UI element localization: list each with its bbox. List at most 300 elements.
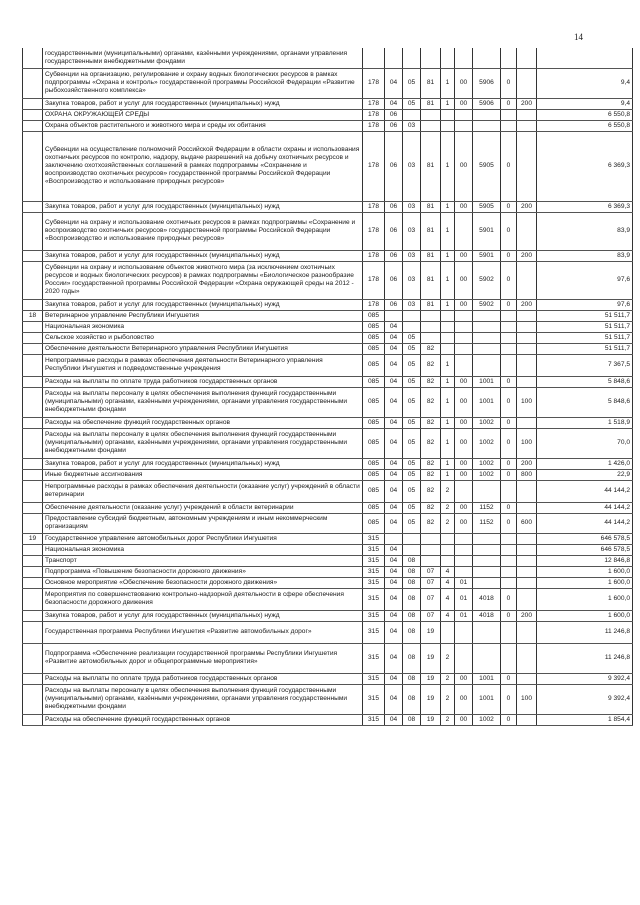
subsection-code [403, 321, 421, 332]
row-amount: 1 600,0 [537, 610, 633, 621]
subsection-code: 05 [403, 502, 421, 513]
subprogram-code [441, 310, 455, 321]
event-code: 00 [455, 387, 473, 417]
subprogram-code: 2 [441, 714, 455, 725]
row-amount: 51 511,7 [537, 321, 633, 332]
table-row [23, 68, 633, 98]
row-number [23, 98, 43, 109]
ministry-code: 085 [363, 417, 385, 428]
expense-type-code: 800 [517, 469, 537, 480]
program-code: 81 [421, 68, 441, 98]
direction-code: 4018 [473, 588, 501, 610]
subprogram-code [441, 48, 455, 68]
section-code: 04 [385, 343, 403, 354]
program-code: 19 [421, 684, 441, 714]
subsection-code: 05 [403, 513, 421, 533]
row-number [23, 673, 43, 684]
budget-table-body [23, 48, 633, 725]
subprogram-code: 2 [441, 502, 455, 513]
extra-code: 0 [501, 513, 517, 533]
row-amount: 97,6 [537, 261, 633, 299]
event-code: 01 [455, 588, 473, 610]
section-code: 04 [385, 354, 403, 376]
expense-type-code: 200 [517, 250, 537, 261]
expense-type-code [517, 120, 537, 131]
row-amount: 12 846,8 [537, 555, 633, 566]
event-code [455, 533, 473, 544]
event-code [455, 643, 473, 673]
ministry-code: 315 [363, 673, 385, 684]
ministry-code: 178 [363, 212, 385, 250]
row-amount: 5 848,6 [537, 376, 633, 387]
extra-code: 0 [501, 428, 517, 458]
row-number [23, 332, 43, 343]
event-code [455, 343, 473, 354]
expense-type-code [517, 332, 537, 343]
table-row [23, 299, 633, 310]
extra-code [501, 332, 517, 343]
extra-code: 0 [501, 417, 517, 428]
event-code: 00 [455, 98, 473, 109]
ministry-code: 178 [363, 261, 385, 299]
expense-type-code [517, 673, 537, 684]
subprogram-code [441, 621, 455, 643]
row-number [23, 417, 43, 428]
section-code [385, 310, 403, 321]
subprogram-code: 1 [441, 131, 455, 201]
program-code: 81 [421, 131, 441, 201]
row-number [23, 48, 43, 68]
program-code: 82 [421, 428, 441, 458]
event-code: 00 [455, 299, 473, 310]
subsection-code: 08 [403, 684, 421, 714]
row-number [23, 588, 43, 610]
section-code: 04 [385, 684, 403, 714]
table-row [23, 673, 633, 684]
program-code: 81 [421, 98, 441, 109]
subprogram-code: 1 [441, 458, 455, 469]
direction-code [473, 109, 501, 120]
expense-type-code [517, 131, 537, 201]
row-amount: 70,0 [537, 428, 633, 458]
subsection-code: 05 [403, 98, 421, 109]
subsection-code: 03 [403, 201, 421, 212]
direction-code: 1152 [473, 513, 501, 533]
subsection-code: 08 [403, 555, 421, 566]
subsection-code: 03 [403, 250, 421, 261]
program-code: 82 [421, 417, 441, 428]
row-description: ОХРАНА ОКРУЖАЮЩЕЙ СРЕДЫ [43, 109, 363, 120]
expense-type-code [517, 310, 537, 321]
row-description: Подпрограмма «Обеспечение реализации государственной программы Республики Ингушетия «Развитие автомобильных дорог и общепрограммные мероприятия» [43, 643, 363, 673]
ministry-code: 085 [363, 480, 385, 502]
table-row [23, 131, 633, 201]
row-number [23, 354, 43, 376]
expense-type-code [517, 566, 537, 577]
extra-code [501, 621, 517, 643]
row-description: Закупка товаров, работ и услуг для государственных (муниципальных) нужд [43, 458, 363, 469]
event-code [455, 480, 473, 502]
subsection-code: 08 [403, 610, 421, 621]
subprogram-code [441, 120, 455, 131]
direction-code: 5902 [473, 261, 501, 299]
subsection-code [403, 48, 421, 68]
subsection-code: 05 [403, 376, 421, 387]
row-description: Закупка товаров, работ и услуг для государственных (муниципальных) нужд [43, 299, 363, 310]
ministry-code: 085 [363, 513, 385, 533]
subprogram-code: 1 [441, 354, 455, 376]
subprogram-code: 1 [441, 417, 455, 428]
row-number [23, 250, 43, 261]
row-number [23, 684, 43, 714]
direction-code: 1001 [473, 387, 501, 417]
section-code: 04 [385, 513, 403, 533]
row-number [23, 387, 43, 417]
extra-code: 0 [501, 212, 517, 250]
program-code [421, 332, 441, 343]
ministry-code: 085 [363, 428, 385, 458]
subprogram-code: 4 [441, 610, 455, 621]
table-row [23, 588, 633, 610]
row-description: Государственное управление автомобильных дорог Республики Ингушетия [43, 533, 363, 544]
subsection-code: 08 [403, 643, 421, 673]
row-amount: 646 578,5 [537, 544, 633, 555]
direction-code: 1001 [473, 376, 501, 387]
program-code: 19 [421, 621, 441, 643]
program-code: 82 [421, 458, 441, 469]
table-row [23, 533, 633, 544]
program-code: 07 [421, 588, 441, 610]
expense-type-code [517, 261, 537, 299]
direction-code [473, 332, 501, 343]
row-number [23, 643, 43, 673]
extra-code [501, 643, 517, 673]
direction-code [473, 120, 501, 131]
table-row [23, 387, 633, 417]
extra-code [501, 354, 517, 376]
ministry-code: 178 [363, 120, 385, 131]
direction-code [473, 566, 501, 577]
table-row [23, 321, 633, 332]
ministry-code: 085 [363, 387, 385, 417]
ministry-code: 315 [363, 610, 385, 621]
row-amount [537, 48, 633, 68]
ministry-code: 085 [363, 502, 385, 513]
subprogram-code: 1 [441, 428, 455, 458]
table-row [23, 354, 633, 376]
table-row [23, 332, 633, 343]
subprogram-code: 1 [441, 387, 455, 417]
row-description: Расходы на обеспечение функций государственных органов [43, 417, 363, 428]
row-description: Субвенции на охрану и использование охотничьих ресурсов в рамках подпрограммы «Сохранение и воспроизводство охотничьих ресурсов» государственной программы Российской Федерации «Воспроизводство и использование природных ресурсов» [43, 212, 363, 250]
row-number [23, 299, 43, 310]
section-code: 04 [385, 544, 403, 555]
ministry-code: 178 [363, 250, 385, 261]
subsection-code: 03 [403, 261, 421, 299]
row-description: государственными (муниципальными) органами, казёнными учреждениями, органами управления государственными внебюджетными фондами [43, 48, 363, 68]
program-code: 07 [421, 566, 441, 577]
subprogram-code: 1 [441, 261, 455, 299]
section-code: 04 [385, 588, 403, 610]
row-number [23, 68, 43, 98]
event-code: 00 [455, 673, 473, 684]
row-amount: 97,6 [537, 299, 633, 310]
section-code: 04 [385, 610, 403, 621]
program-code [421, 109, 441, 120]
program-code: 81 [421, 261, 441, 299]
event-code [455, 555, 473, 566]
event-code [455, 566, 473, 577]
table-row [23, 343, 633, 354]
direction-code: 5905 [473, 131, 501, 201]
program-code: 07 [421, 577, 441, 588]
row-amount: 1 426,0 [537, 458, 633, 469]
direction-code [473, 577, 501, 588]
subsection-code: 03 [403, 120, 421, 131]
extra-code: 0 [501, 98, 517, 109]
expense-type-code: 600 [517, 513, 537, 533]
direction-code [473, 321, 501, 332]
row-number [23, 544, 43, 555]
row-number [23, 621, 43, 643]
subsection-code: 05 [403, 428, 421, 458]
subsection-code: 08 [403, 577, 421, 588]
row-number [23, 261, 43, 299]
subprogram-code [441, 544, 455, 555]
direction-code [473, 343, 501, 354]
row-number [23, 577, 43, 588]
row-description: Национальная экономика [43, 544, 363, 555]
section-code: 04 [385, 566, 403, 577]
subprogram-code [441, 332, 455, 343]
row-description: Предоставление субсидий бюджетным, автономным учреждениям и иным некоммерческим организациям [43, 513, 363, 533]
direction-code: 5901 [473, 212, 501, 250]
row-amount: 83,9 [537, 212, 633, 250]
row-description: Подпрограмма «Повышение безопасности дорожного движения» [43, 566, 363, 577]
section-code: 06 [385, 120, 403, 131]
row-amount: 22,9 [537, 469, 633, 480]
row-number [23, 321, 43, 332]
row-description: Иные бюджетные ассигнования [43, 469, 363, 480]
extra-code [501, 566, 517, 577]
program-code: 82 [421, 480, 441, 502]
section-code: 04 [385, 502, 403, 513]
row-description: Национальная экономика [43, 321, 363, 332]
program-code: 82 [421, 376, 441, 387]
extra-code [501, 310, 517, 321]
subprogram-code: 1 [441, 68, 455, 98]
row-description: Расходы на обеспечение функций государственных органов [43, 714, 363, 725]
subprogram-code: 2 [441, 513, 455, 533]
event-code: 00 [455, 684, 473, 714]
event-code: 00 [455, 513, 473, 533]
row-amount: 6 369,3 [537, 201, 633, 212]
event-code [455, 544, 473, 555]
row-amount: 51 511,7 [537, 343, 633, 354]
expense-type-code: 200 [517, 458, 537, 469]
section-code [385, 533, 403, 544]
subsection-code: 08 [403, 588, 421, 610]
row-number [23, 480, 43, 502]
ministry-code: 085 [363, 376, 385, 387]
subsection-code: 03 [403, 212, 421, 250]
section-code: 04 [385, 714, 403, 725]
row-description: Обеспечение деятельности (оказание услуг) учреждений в области ветеринарии [43, 502, 363, 513]
direction-code [473, 480, 501, 502]
row-number [23, 343, 43, 354]
program-code [421, 120, 441, 131]
extra-code: 0 [501, 458, 517, 469]
section-code: 04 [385, 98, 403, 109]
event-code [455, 621, 473, 643]
section-code: 04 [385, 387, 403, 417]
expense-type-code [517, 480, 537, 502]
table-row [23, 212, 633, 250]
section-code: 04 [385, 555, 403, 566]
expense-type-code [517, 544, 537, 555]
row-number [23, 714, 43, 725]
expense-type-code [517, 714, 537, 725]
subprogram-code: 1 [441, 299, 455, 310]
row-amount: 9 392,4 [537, 684, 633, 714]
row-number [23, 428, 43, 458]
ministry-code: 178 [363, 68, 385, 98]
budget-table [22, 48, 633, 726]
table-row [23, 566, 633, 577]
section-code: 06 [385, 131, 403, 201]
ministry-code [363, 48, 385, 68]
row-description: Закупка товаров, работ и услуг для государственных (муниципальных) нужд [43, 610, 363, 621]
row-number [23, 610, 43, 621]
section-code: 06 [385, 109, 403, 120]
row-number [23, 201, 43, 212]
ministry-code: 315 [363, 621, 385, 643]
extra-code: 0 [501, 299, 517, 310]
subprogram-code: 4 [441, 588, 455, 610]
program-code: 81 [421, 250, 441, 261]
table-row [23, 502, 633, 513]
section-code: 04 [385, 332, 403, 343]
table-row [23, 555, 633, 566]
ministry-code: 315 [363, 714, 385, 725]
row-description: Субвенции на осуществление полномочий Российской Федерации в области охраны и использования охотничьих ресурсов по контролю, надзору, выдаче разрешений на добычу охотничьих ресурсов и заключению охотхозяйственных соглашений в рамках подпрограммы «Сохранение и воспроизводство охотничьих ресурсов» государственной программы Российской Федерации «Воспроизводство и использование природных ресурсов» [43, 131, 363, 201]
subprogram-code: 4 [441, 566, 455, 577]
subprogram-code [441, 321, 455, 332]
row-amount: 9 392,4 [537, 673, 633, 684]
event-code [455, 48, 473, 68]
section-code: 04 [385, 417, 403, 428]
ministry-code: 178 [363, 201, 385, 212]
extra-code [501, 577, 517, 588]
table-row [23, 417, 633, 428]
row-description: Транспорт [43, 555, 363, 566]
extra-code [501, 120, 517, 131]
program-code: 07 [421, 610, 441, 621]
row-description: Охрана объектов растительного и животного мира и среды их обитания [43, 120, 363, 131]
subprogram-code [441, 533, 455, 544]
program-code: 19 [421, 714, 441, 725]
direction-code: 1002 [473, 428, 501, 458]
row-description: Основное мероприятие «Обеспечение безопасности дорожного движения» [43, 577, 363, 588]
expense-type-code [517, 577, 537, 588]
expense-type-code: 200 [517, 610, 537, 621]
direction-code: 1002 [473, 458, 501, 469]
expense-type-code: 200 [517, 201, 537, 212]
direction-code: 1002 [473, 469, 501, 480]
table-row [23, 98, 633, 109]
row-description: Ветеринарное управление Республики Ингушетия [43, 310, 363, 321]
expense-type-code [517, 212, 537, 250]
row-number [23, 109, 43, 120]
program-code: 81 [421, 212, 441, 250]
row-amount: 1 600,0 [537, 588, 633, 610]
row-number: 18 [23, 310, 43, 321]
program-code [421, 555, 441, 566]
expense-type-code [517, 48, 537, 68]
subsection-code: 05 [403, 387, 421, 417]
subsection-code: 08 [403, 714, 421, 725]
expense-type-code [517, 417, 537, 428]
row-description: Субвенции на организацию, регулирование и охрану водных биологических ресурсов в рамках подпрограммы «Охрана и контроль» государственной программы Российской Федерации «Развитие рыбохозяйственного комплекса» [43, 68, 363, 98]
subprogram-code: 2 [441, 684, 455, 714]
extra-code [501, 343, 517, 354]
table-row [23, 458, 633, 469]
row-description: Мероприятия по совершенствованию контрольно-надзорной деятельности в сфере обеспечения безопасности дорожного движения [43, 588, 363, 610]
section-code: 04 [385, 621, 403, 643]
expense-type-code [517, 354, 537, 376]
row-amount: 1 600,0 [537, 566, 633, 577]
direction-code: 1001 [473, 684, 501, 714]
program-code [421, 544, 441, 555]
row-amount: 1 854,4 [537, 714, 633, 725]
expense-type-code [517, 321, 537, 332]
event-code: 00 [455, 417, 473, 428]
table-row [23, 577, 633, 588]
expense-type-code [517, 621, 537, 643]
extra-code [501, 321, 517, 332]
ministry-code: 315 [363, 566, 385, 577]
subprogram-code [441, 555, 455, 566]
subsection-code [403, 109, 421, 120]
ministry-code: 178 [363, 131, 385, 201]
row-number: 19 [23, 533, 43, 544]
event-code [455, 212, 473, 250]
subsection-code: 05 [403, 343, 421, 354]
table-row [23, 120, 633, 131]
table-row [23, 310, 633, 321]
program-code: 82 [421, 387, 441, 417]
section-code: 06 [385, 201, 403, 212]
row-number [23, 212, 43, 250]
ministry-code: 178 [363, 109, 385, 120]
table-row [23, 48, 633, 68]
section-code: 04 [385, 469, 403, 480]
direction-code [473, 310, 501, 321]
direction-code: 5906 [473, 98, 501, 109]
row-amount: 11 246,8 [537, 621, 633, 643]
row-description: Сельское хозяйство и рыболовство [43, 332, 363, 343]
extra-code: 0 [501, 714, 517, 725]
extra-code: 0 [501, 684, 517, 714]
row-description: Обеспечение деятельности Ветеринарного управления Республики Ингушетия [43, 343, 363, 354]
direction-code: 1152 [473, 502, 501, 513]
extra-code: 0 [501, 131, 517, 201]
expense-type-code: 200 [517, 98, 537, 109]
extra-code: 0 [501, 201, 517, 212]
row-amount: 9,4 [537, 68, 633, 98]
subsection-code: 05 [403, 354, 421, 376]
row-amount: 646 578,5 [537, 533, 633, 544]
